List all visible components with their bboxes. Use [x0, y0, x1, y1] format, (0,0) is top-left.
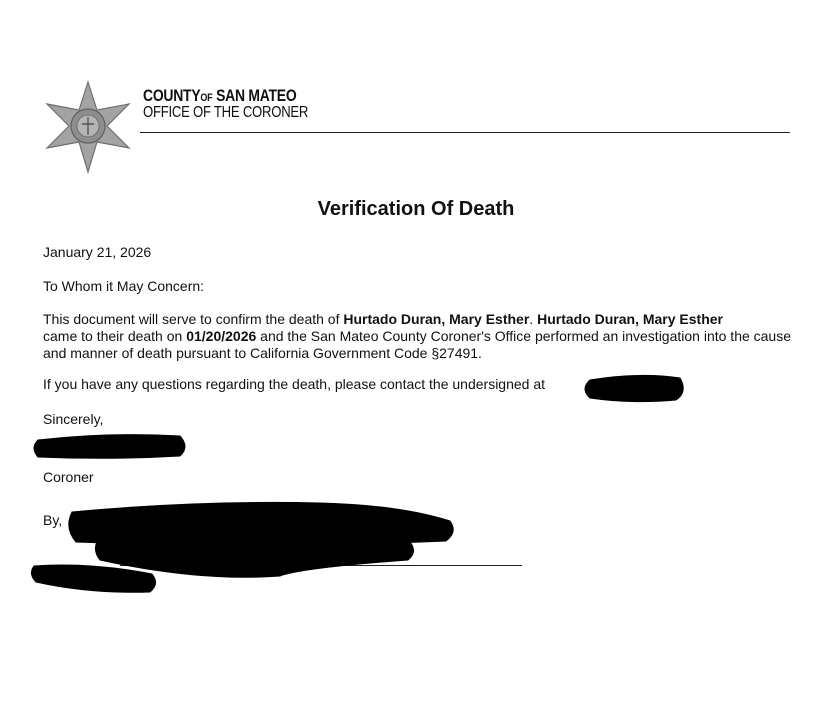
closing: Sincerely, [43, 411, 104, 427]
agency-name: COUNTYOF SAN MATEO [143, 86, 297, 105]
letter-date: January 21, 2026 [43, 244, 152, 260]
coroner-seal-star-icon [40, 80, 136, 174]
document-title: Verification Of Death [317, 198, 515, 220]
by-label: By, [43, 512, 63, 528]
body-paragraph: This document will serve to confirm the death of Hurtado Duran, Mary Esther. Hurtado Duran, Mary Esther came to their death on 01/20/2026 and the San Mateo County Coroner's Office performed an investigation into the cause and manner of death pursuant to California Government Code §27491. [43, 311, 792, 361]
redaction-signer-name [34, 435, 185, 459]
salutation: To Whom it May Concern: [43, 278, 205, 294]
header-divider [140, 132, 790, 133]
contact-line: If you have any questions regarding the death, please contact the undersigned at [43, 376, 546, 392]
redaction-signature-c [31, 565, 155, 592]
death-date: 01/20/2026 [186, 328, 257, 344]
redaction-contact [585, 375, 683, 401]
agency-office: OFFICE OF THE CORONER [143, 104, 309, 121]
signature-line [120, 565, 522, 566]
redaction-signature-a [69, 502, 453, 544]
redaction-signature-b [95, 536, 413, 577]
signer-role: Coroner [43, 469, 94, 485]
decedent-name: Hurtado Duran, Mary Esther [343, 311, 530, 327]
decedent-name-repeat: Hurtado Duran, Mary Esther [537, 311, 724, 327]
